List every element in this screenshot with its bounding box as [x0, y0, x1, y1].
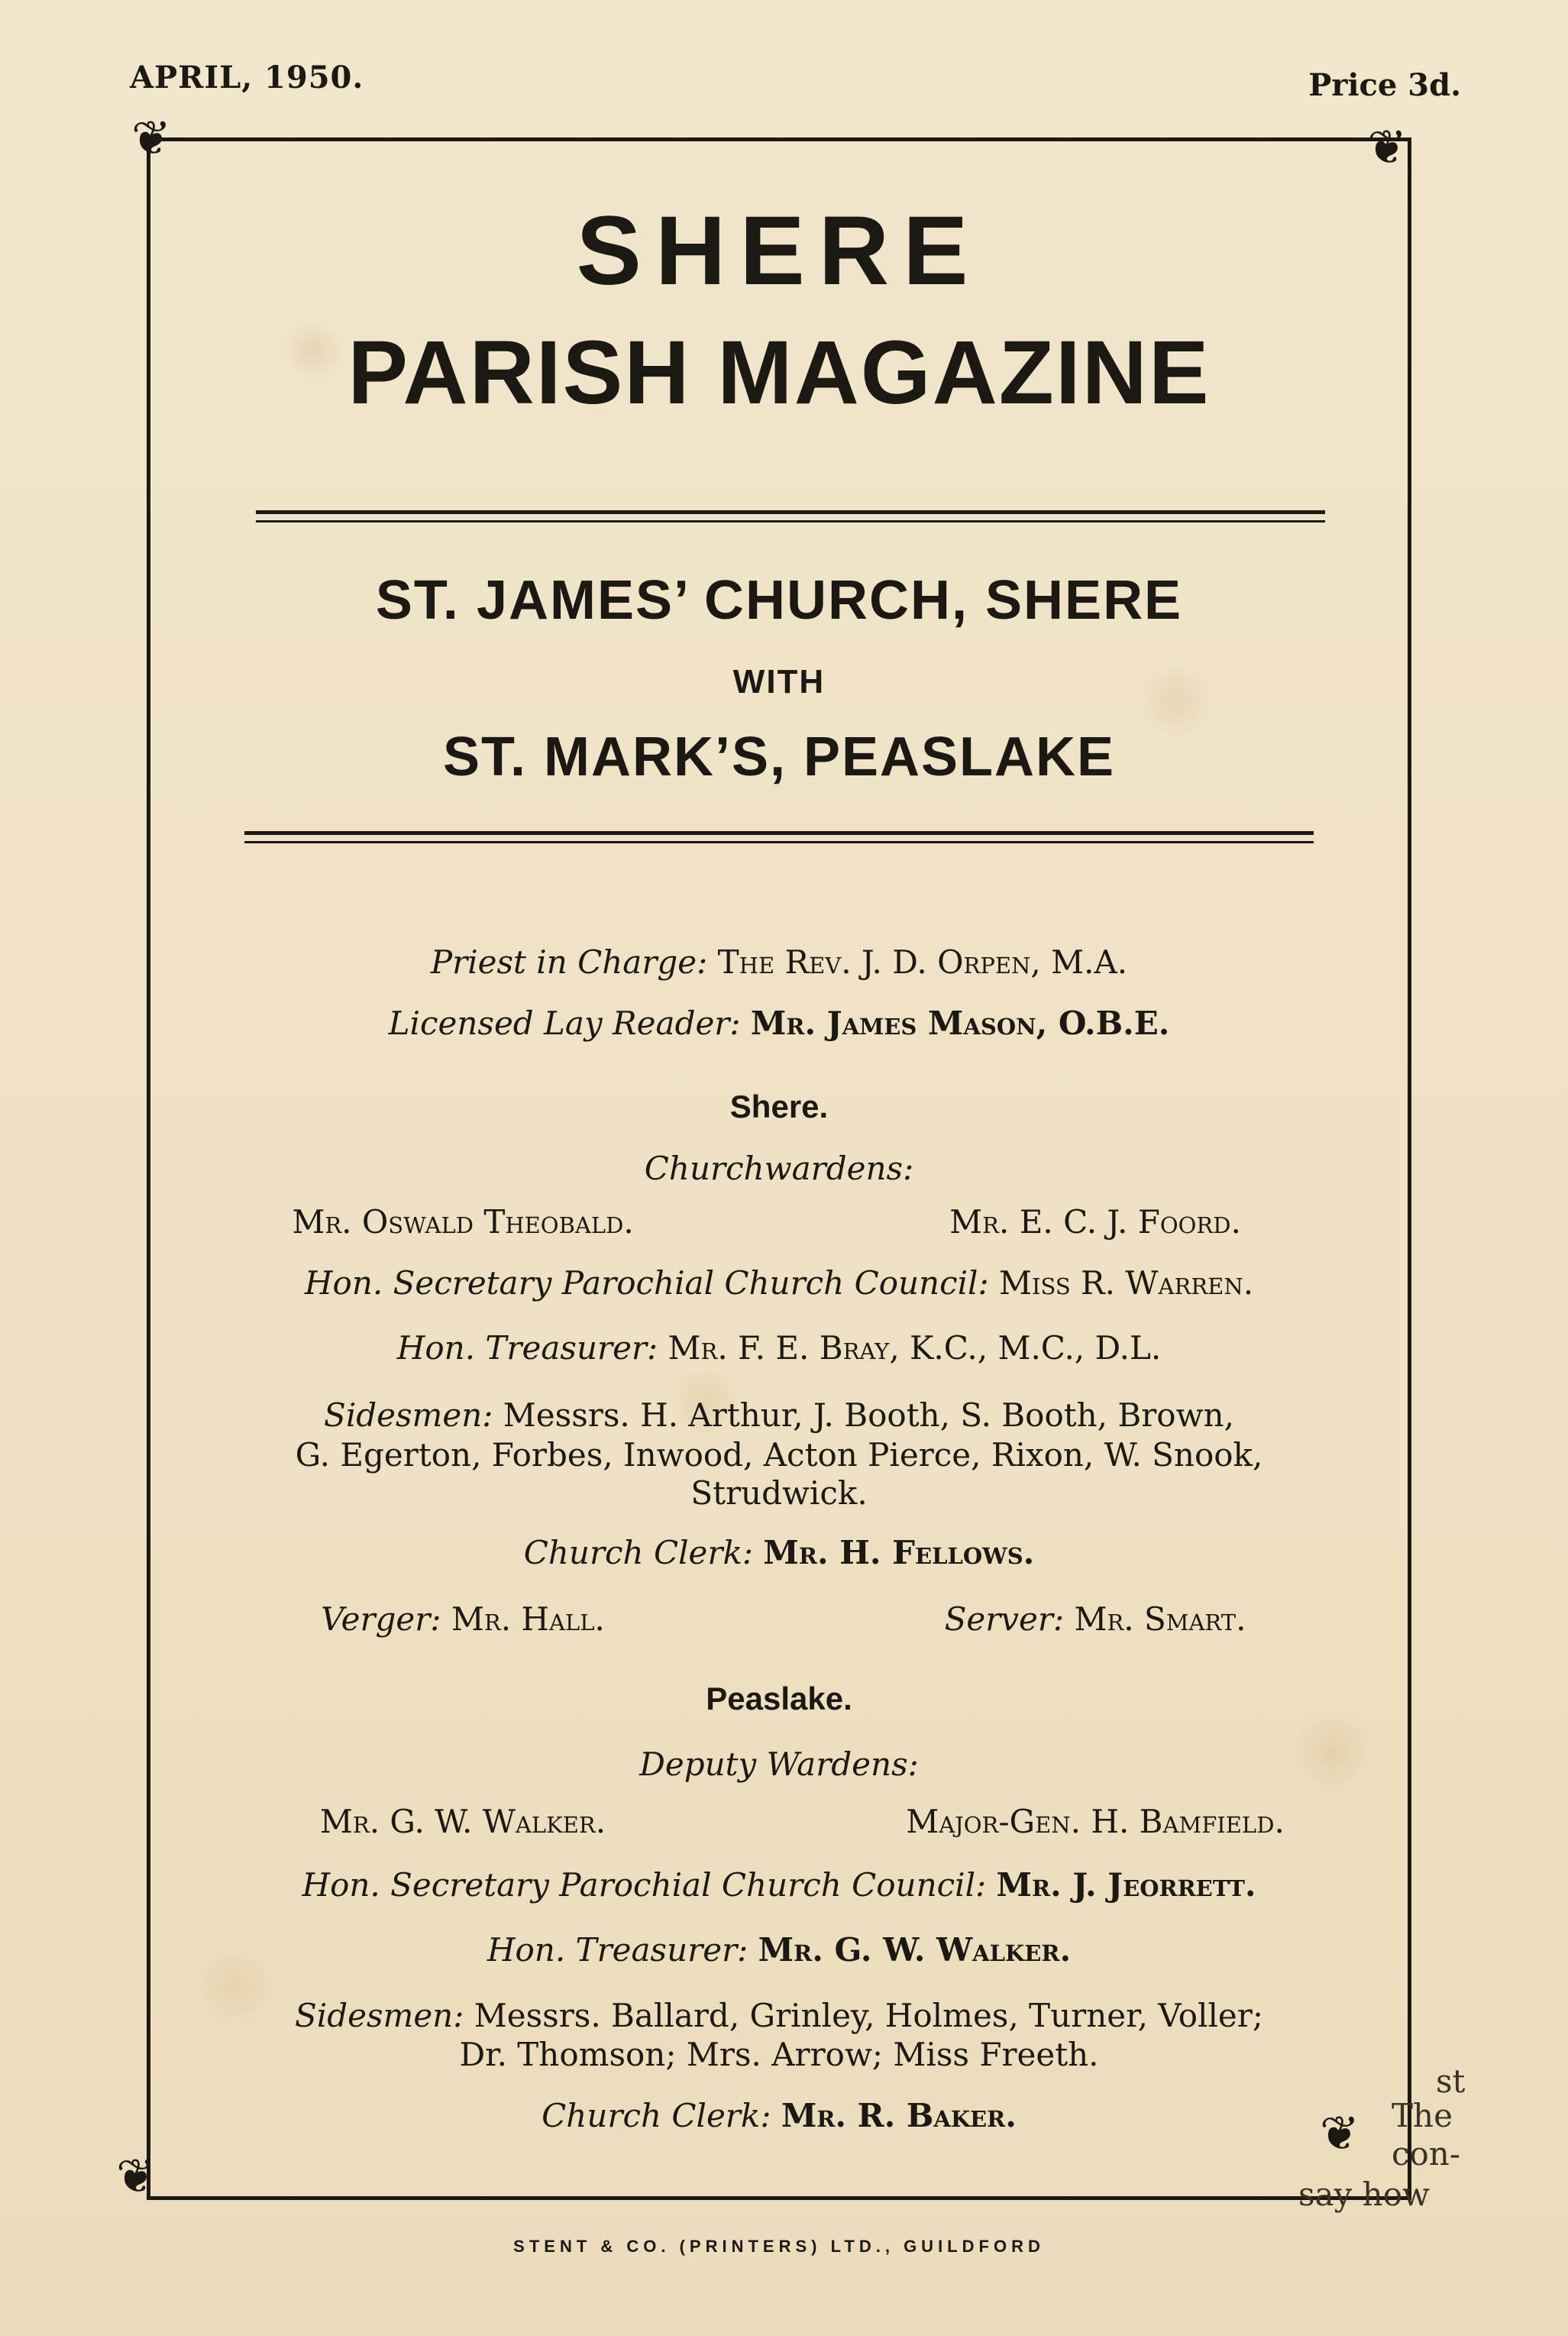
- issue-date: APRIL, 1950.: [130, 60, 364, 95]
- shere-clerk-line: Church Clerk: Mr. H. Fellows.: [523, 1534, 1035, 1571]
- divider: [256, 510, 1325, 523]
- bleed-through-text: st: [1436, 2063, 1466, 2100]
- bleed-through-text: con-: [1392, 2135, 1461, 2173]
- church-with: WITH: [732, 663, 826, 700]
- peaslake-treasurer-line: Hon. Treasurer: Mr. G. W. Walker.: [487, 1931, 1072, 1969]
- church-name-shere: ST. JAMES’ CHURCH, SHERE: [375, 570, 1183, 631]
- corner-ornament-icon: ❦: [1367, 119, 1407, 175]
- shere-sidesmen-line: Sidesmen: Messrs. H. Arthur, J. Booth, S. Booth, Brown,: [324, 1396, 1234, 1434]
- shere-sidesmen-line-3: Strudwick.: [690, 1474, 868, 1512]
- corner-ornament-icon: ❦: [131, 110, 171, 166]
- corner-ornament-icon: ❦: [116, 2148, 156, 2204]
- title-shere: SHERE: [576, 196, 982, 306]
- churchwardens-label: Churchwardens:: [644, 1150, 914, 1187]
- bleed-through-text: say how: [1298, 2176, 1430, 2213]
- peaslake-sidesmen-line: Sidesmen: Messrs. Ballard, Grinley, Holmes, Turner, Voller;: [295, 1997, 1263, 2034]
- peaslake-secretary-line: Hon. Secretary Parochial Church Council: Mr. J. Jeorrett.: [302, 1866, 1256, 1904]
- verger-server-line: Verger: Mr. Hall. Server: Mr. Smart.: [321, 1600, 1246, 1638]
- lay-reader-line: Licensed Lay Reader: Mr. James Mason, O.B.E.: [388, 1005, 1170, 1042]
- printer-imprint: STENT & CO. (PRINTERS) LTD., GUILDFORD: [513, 2237, 1045, 2256]
- deputy-wardens-label: Deputy Wardens:: [639, 1746, 919, 1783]
- shere-secretary-line: Hon. Secretary Parochial Church Council: Miss R. Warren.: [304, 1264, 1254, 1302]
- section-heading-peaslake: Peaslake.: [706, 1681, 852, 1716]
- corner-ornament-icon: ❦: [1320, 2105, 1359, 2161]
- churchwardens-names: Mr. Oswald Theobald. Mr. E. C. J. Foord.: [292, 1203, 1241, 1241]
- divider: [244, 831, 1314, 843]
- section-heading-shere: Shere.: [729, 1089, 829, 1124]
- church-name-peaslake: ST. MARK’S, PEASLAKE: [442, 726, 1116, 788]
- title-parish-magazine: PARISH MAGAZINE: [348, 322, 1211, 423]
- bleed-through-text: The: [1392, 2097, 1453, 2134]
- peaslake-sidesmen-line-2: Dr. Thomson; Mrs. Arrow; Miss Freeth.: [459, 2036, 1099, 2073]
- shere-sidesmen-line-2: G. Egerton, Forbes, Inwood, Acton Pierce, Rixon, W. Snook,: [295, 1436, 1263, 1474]
- priest-line: Priest in Charge: The Rev. J. D. Orpen, M.A.: [430, 943, 1128, 981]
- peaslake-clerk-line: Church Clerk: Mr. R. Baker.: [542, 2097, 1017, 2134]
- price: Price 3d.: [1308, 67, 1461, 103]
- deputy-wardens-names: Mr. G. W. Walker. Major-Gen. H. Bamfield.: [319, 1803, 1285, 1840]
- shere-treasurer-line: Hon. Treasurer: Mr. F. E. Bray, K.C., M.C., D.L.: [396, 1329, 1162, 1367]
